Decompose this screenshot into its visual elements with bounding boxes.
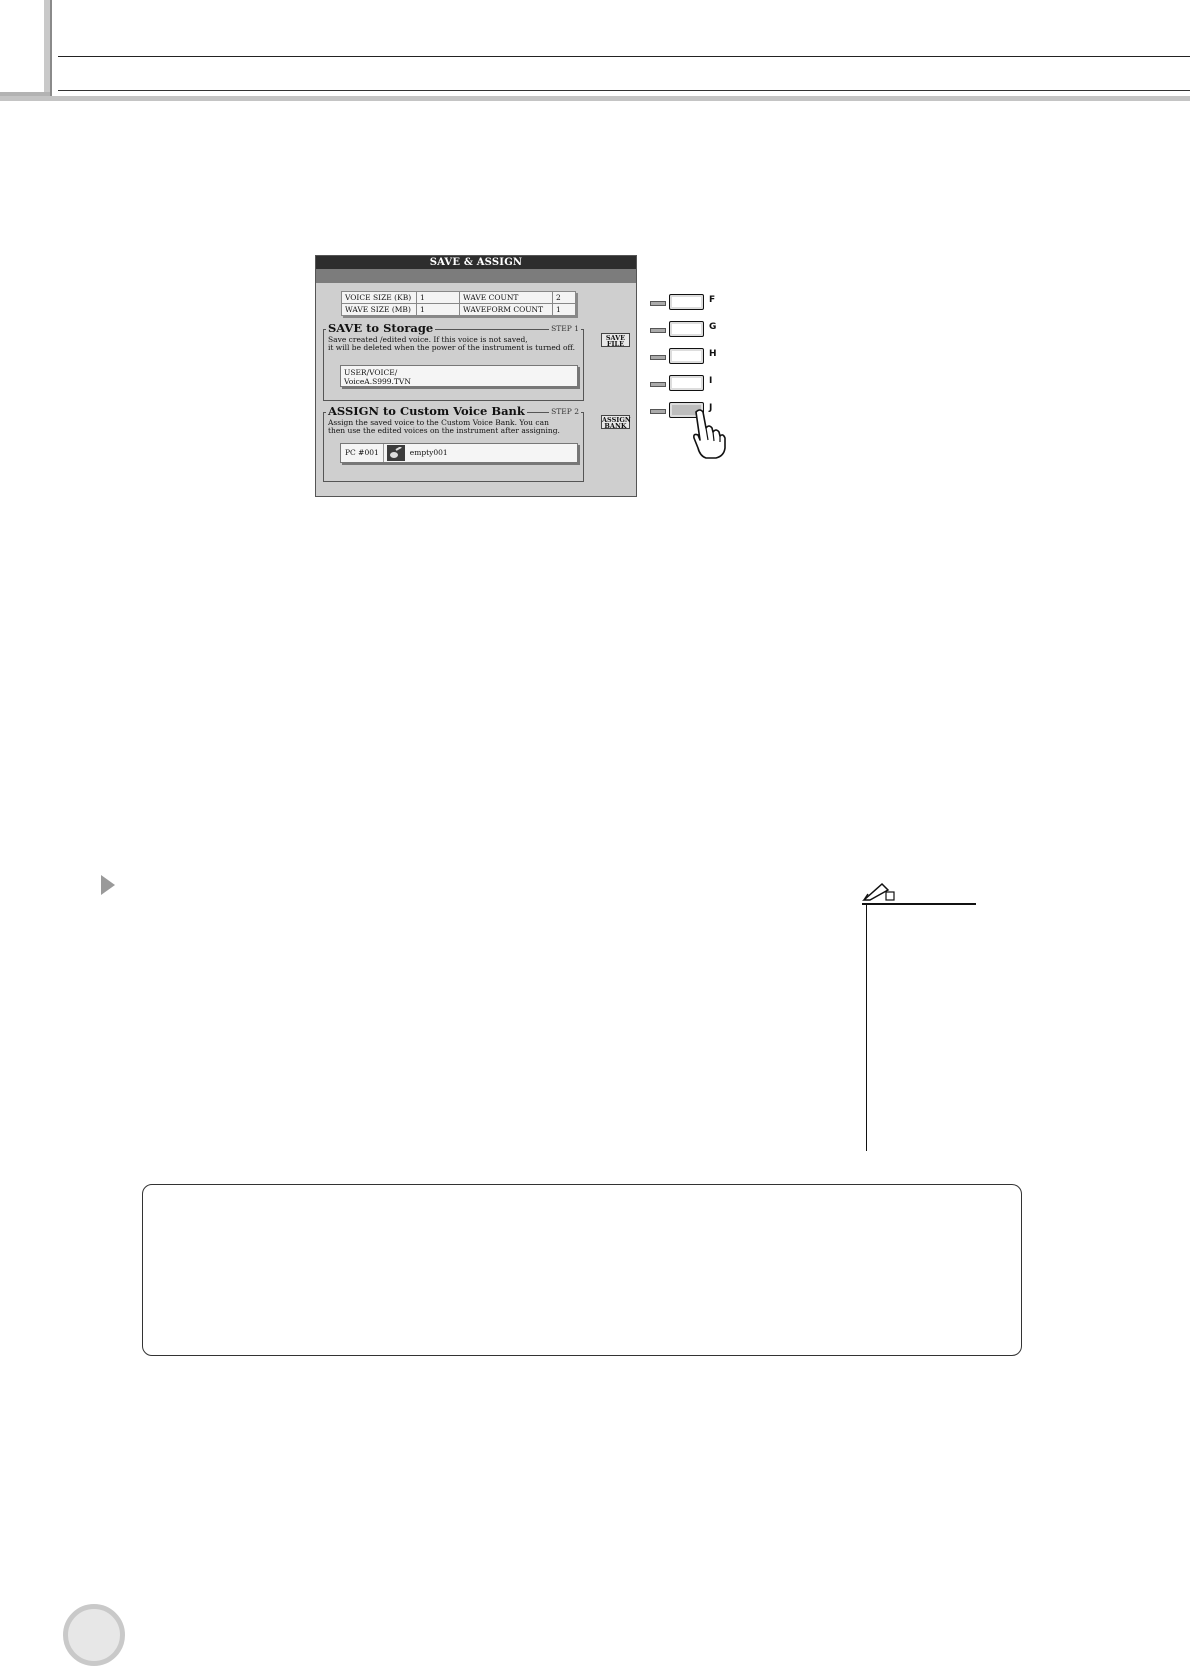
program-change-number: PC #001 [341, 444, 384, 462]
header-rule-bottom [0, 96, 1190, 101]
led-indicator [650, 328, 666, 333]
voice-size-value: 1 [417, 292, 460, 304]
save-file-button[interactable]: SAVE FILE [601, 333, 630, 347]
note-rule [862, 903, 976, 905]
button-label: G [709, 322, 717, 332]
save-step-label: STEP 1 [551, 324, 579, 333]
waveform-count-label: WAVEFORM COUNT [460, 304, 553, 316]
guitar-icon [387, 445, 405, 461]
panel-button-g[interactable] [650, 321, 732, 337]
header-rule-middle [58, 90, 1190, 91]
save-path-field[interactable]: USER/VOICE/ VoiceA.S999.TVN [340, 365, 578, 387]
voice-info-table [341, 291, 576, 316]
wave-count-label: WAVE COUNT [460, 292, 553, 304]
save-to-storage-group [323, 321, 584, 401]
button-label: F [709, 295, 716, 305]
save-description: Save created /edited voice. If this voice is not saved, it will be deleted when the power of the instrument is turned off. [328, 335, 575, 352]
assign-description: Assign the saved voice to the Custom Voice Bank. You can then use the edited voices on the instrument after assigning. [328, 418, 560, 435]
led-indicator [650, 301, 666, 306]
save-heading: SAVE to Storage [328, 321, 434, 335]
lcd-screen [315, 255, 637, 497]
assign-bank-button[interactable]: ASSIGN BANK [602, 416, 631, 430]
button-key[interactable] [669, 321, 704, 337]
waveform-count-value: 1 [553, 304, 576, 316]
led-indicator [650, 382, 666, 387]
assign-heading: ASSIGN to Custom Voice Bank [328, 404, 525, 418]
voice-size-label: VOICE SIZE (KB) [342, 292, 417, 304]
note-column-line [866, 905, 867, 1151]
button-label: I [709, 376, 713, 386]
led-indicator [650, 409, 666, 414]
assign-voice-bank-group [323, 404, 584, 482]
led-indicator [650, 355, 666, 360]
button-key[interactable] [669, 348, 704, 364]
panel-button-f[interactable] [650, 294, 732, 310]
panel-button-h[interactable] [650, 348, 732, 364]
table-row [342, 292, 576, 304]
pencil-note-icon [862, 880, 896, 902]
header-side-bar-shadow [50, 0, 52, 98]
button-key[interactable] [669, 375, 704, 391]
table-row [342, 304, 576, 316]
lcd-subtitle-bar [316, 269, 636, 283]
button-key[interactable] [669, 294, 704, 310]
triangle-right-icon [101, 875, 115, 895]
wave-count-value: 2 [553, 292, 576, 304]
pointing-hand-icon [688, 408, 728, 460]
button-label: H [709, 349, 717, 359]
header-rule-top [58, 56, 1190, 57]
wave-size-label: WAVE SIZE (MB) [342, 304, 417, 316]
lcd-title: SAVE & ASSIGN [316, 256, 636, 269]
assign-step-label: STEP 2 [551, 407, 579, 416]
button-label: J [709, 403, 713, 413]
info-box [142, 1184, 1022, 1356]
wave-size-value: 1 [417, 304, 460, 316]
panel-button-i[interactable] [650, 375, 732, 391]
voice-bank-slot[interactable] [340, 443, 578, 463]
voice-name: empty001 [409, 448, 448, 457]
